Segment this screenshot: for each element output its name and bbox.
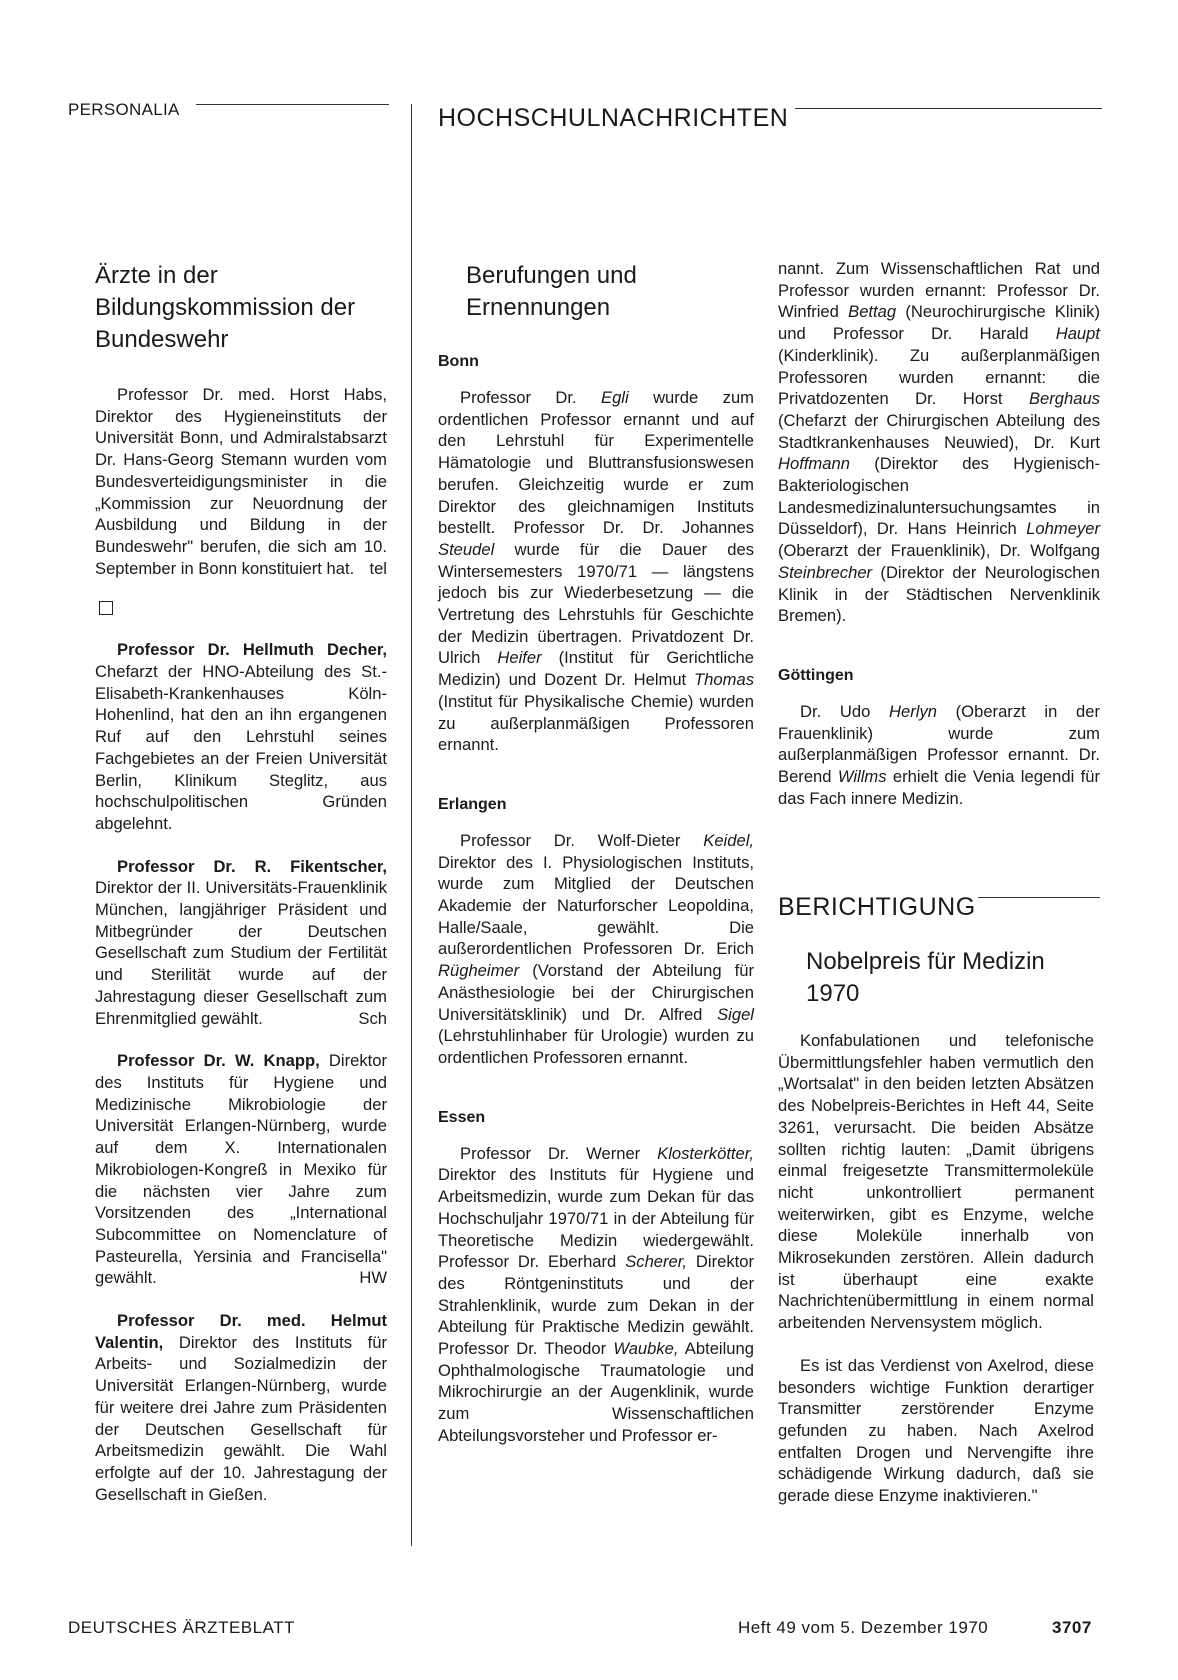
footer-issue: Heft 49 vom 5. Dezember 1970 <box>738 1618 989 1637</box>
text-bonn: Professor Dr. Egli wurde zum ordentlichen Professor ernannt und auf den Lehrstuhl für Experimentelle Hämatologie und Bluttransfusionswesen berufen. Gleichzeitig wurde er zum Direktor des gleichnamigen Instituts bestellt. Professor Dr. Dr. Johannes Steudel wurde für die Dauer des Wintersemesters 1970/71 — längstens jedoch bis zur Wiederbesetzung — die Vertretung des Lehrstuhls für Geschichte der Medizin übertragen. Privatdozent Dr. Ulrich Heifer (Institut für Gerichtliche Medizin) und Dozent Dr. Helmut Thomas (Institut für Physikalische Chemie) wurden zu außerplanmäßigen Professoren ernannt. <box>438 388 754 755</box>
separator-box-icon <box>99 601 113 615</box>
subhead-goettingen: Göttingen <box>778 666 854 684</box>
name-decher: Professor Dr. Hellmuth Decher, <box>117 640 387 660</box>
section-label-berichtigung: BERICHTIGUNG <box>778 893 976 921</box>
col3-body <box>778 258 1100 809</box>
text-berichtigung-2: Es ist das Verdienst von Axelrod, diese besonders wichtige Funktion derartiger Transmitter zerstörender Enzyme gefunden zu haben. Nach Axelrod entfalten Drogen und Nervengifte ihre schädigende Wirkung dadurch, daß sie gerade diese Enzyme inaktivieren." <box>778 1355 1094 1506</box>
col2-body <box>438 353 754 1447</box>
section-label-personalia: PERSONALIA <box>68 100 180 119</box>
column-divider <box>411 104 412 1546</box>
article-knapp: Professor Dr. W. Knapp, Direktor des Instituts für Hygiene und Medizinische Mikrobiologie der Universität Erlangen-Nürnberg, wurde auf dem X. Internationalen Mikrobiologen-Kongreß in Mexiko für die nächsten vier Jahre zum Vorsitzenden des „International Subcommittee on Nomenclature of Pasteurella, Yersinia and Francisella" gewählt. HW <box>95 1051 387 1288</box>
signature-sch: Sch <box>358 1008 387 1028</box>
text-berichtigung-1: Konfabulationen und telefonische Übermittlungsfehler haben vermutlich den „Wortsalat" in den beiden letzten Absätzen des Nobelpreis-Berichtes in Heft 44, Seite 3261, verursacht. Die beiden Absätze sollten richtig lauten: „Damit übrigens einmal freigesetzte Transmittermoleküle nicht unkontrolliert permanent weiterwirken, gibt es Enzyme, welche diese Moleküle innerhalb von Mikrosekunden zerstören. Allein dadurch ist überhaupt eine exakte Nachrichtenübermittlung in einem normal arbeitenden Nervensystem möglich. <box>778 1031 1094 1333</box>
section-label-hochschulnachrichten: HOCHSCHULNACHRICHTEN <box>438 104 789 132</box>
headline-nobelpreis: Nobelpreis für Medizin 1970 <box>806 948 1045 1007</box>
name-knapp: Professor Dr. W. Knapp, <box>117 1051 320 1071</box>
subhead-bonn: Bonn <box>438 353 479 370</box>
headline-aerzte-bildungskommission: Ärzte in der Bildungskommission der Bundeswehr <box>95 262 356 353</box>
text-essen-cont: nannt. Zum Wissenschaftlichen Rat und Professor wurden ernannt: Professor Dr. Winfried Bettag (Neurochirurgische Klinik) und Professor Dr. Harald Haupt (Kinderklinik). Zu außerplanmäßigen Professoren wurden ernannt: die Privatdozenten Dr. Horst Berghaus (Chefarzt der Chirurgischen Abteilung des Stadtkrankenhauses Neuwied), Dr. Kurt Hoffmann (Direktor des Hygienisch-Bakteriologischen Landesmedizinaluntersuchungsamtes in Düsseldorf), Dr. Hans Heinrich Lohmeyer (Oberarzt der Frauenklinik), Dr. Wolfgang Steinbrecher (Direktor der Neurologischen Klinik in der Städtischen Nervenklinik Bremen). <box>778 259 1100 626</box>
article-valentin: Professor Dr. med. Helmut Valentin, Direktor des Instituts für Arbeits- und Sozialmedizin der Universität Erlangen-Nürnberg, wurde für weitere drei Jahre zum Präsidenten der Deutschen Gesellschaft für Arbeitsmedizin gewählt. Die Wahl erfolgte auf der 10. Jahrestagung der Gesellschaft in Gießen. <box>95 1311 387 1504</box>
col1-headline-block <box>95 260 395 356</box>
col3-berichtigung-body <box>778 1030 1094 1507</box>
article-habs: Professor Dr. med. Horst Habs, Direktor des Hygieneinstituts der Universität Bonn, und Admiralstabsarzt Dr. Hans-Georg Stemann wurden vom Bundesverteidigungsminister in die „Kommission zur Neuordnung der Ausbildung und Bildung in der Bundeswehr" berufen, die sich am 10. September in Bonn konstituiert hat. tel <box>95 385 387 578</box>
signature-tel: tel <box>369 558 387 578</box>
col2-headline-block <box>466 260 746 324</box>
berichtigung-rule <box>978 897 1100 898</box>
footer-journal: DEUTSCHES ÄRZTEBLATT <box>68 1618 295 1637</box>
article-decher: Professor Dr. Hellmuth Decher, Chefarzt der HNO-Abteilung des St.-Elisabeth-Krankenhauses Köln-Hohenlind, hat den an ihn ergangenen Ruf auf den Lehrstuhl seines Fachgebietes an der Freien Universität Berlin, Klinikum Steglitz, aus hochschulpolitischen Gründen abgelehnt. <box>95 640 387 833</box>
signature-hw: HW <box>359 1268 387 1288</box>
header-rule-left <box>196 104 389 105</box>
text-goettingen: Dr. Udo Herlyn (Oberarzt in der Frauenklinik) wurde zum außerplanmäßigen Professor ernannt. Dr. Berend Willms erhielt die Venia legendi für das Fach innere Medizin. <box>778 701 1101 808</box>
text-essen: Professor Dr. Werner Klosterkötter, Direktor des Instituts für Hygiene und Arbeitsmedizin, wurde zum Dekan für das Hochschuljahr 1970/71 in der Abteilung für Theoretische Medizin wiedergewählt. Professor Dr. Eberhard Scherer, Direktor des Röntgeninstituts und der Strahlenklinik, wurde zum Dekan in der Abteilung für Praktische Medizin gewählt. Professor Dr. Theodor Waubke, Abteilung Ophthalmologische Traumatologie und Mikrochirurgie an der Augenklinik, wurde zum Wissenschaftlichen Abteilungsvorsteher und Professor er- <box>438 1143 754 1445</box>
subhead-essen: Essen <box>438 1108 486 1126</box>
subhead-erlangen: Erlangen <box>438 795 507 813</box>
headline-berufungen: Berufungen und Ernennungen <box>466 262 637 321</box>
name-valentin: Professor Dr. med. Helmut Valentin, <box>95 1311 387 1352</box>
col3-headline-block <box>806 946 1066 1010</box>
header-rule-right <box>795 108 1102 109</box>
article-fikentscher: Professor Dr. R. Fikentscher, Direktor der II. Universitäts-Frauenklinik München, langjähriger Präsident und Mitbegründer der Deutschen Gesellschaft zum Studium der Fertilität und Sterilität wurde auf der Jahrestagung dieser Gesellschaft zum Ehrenmitglied gewählt. Sch <box>95 856 387 1028</box>
text-erlangen: Professor Dr. Wolf-Dieter Keidel, Direktor des I. Physiologischen Instituts, wurde zum Mitglied der Deutschen Akademie der Naturforscher Leopoldina, Halle/Saale, gewählt. Die außerordentlichen Professoren Dr. Erich Rügheimer (Vorstand der Abteilung für Anästhesiologie bei der Chirurgischen Universitätsklinik) und Dr. Alfred Sigel (Lehrstuhlinhaber für Urologie) wurden zu ordentlichen Professoren ernannt. <box>438 830 754 1067</box>
footer-page-number: 3707 <box>1052 1618 1092 1637</box>
col1-body <box>95 384 387 1505</box>
name-fikentscher: Professor Dr. R. Fikentscher, <box>117 856 387 876</box>
